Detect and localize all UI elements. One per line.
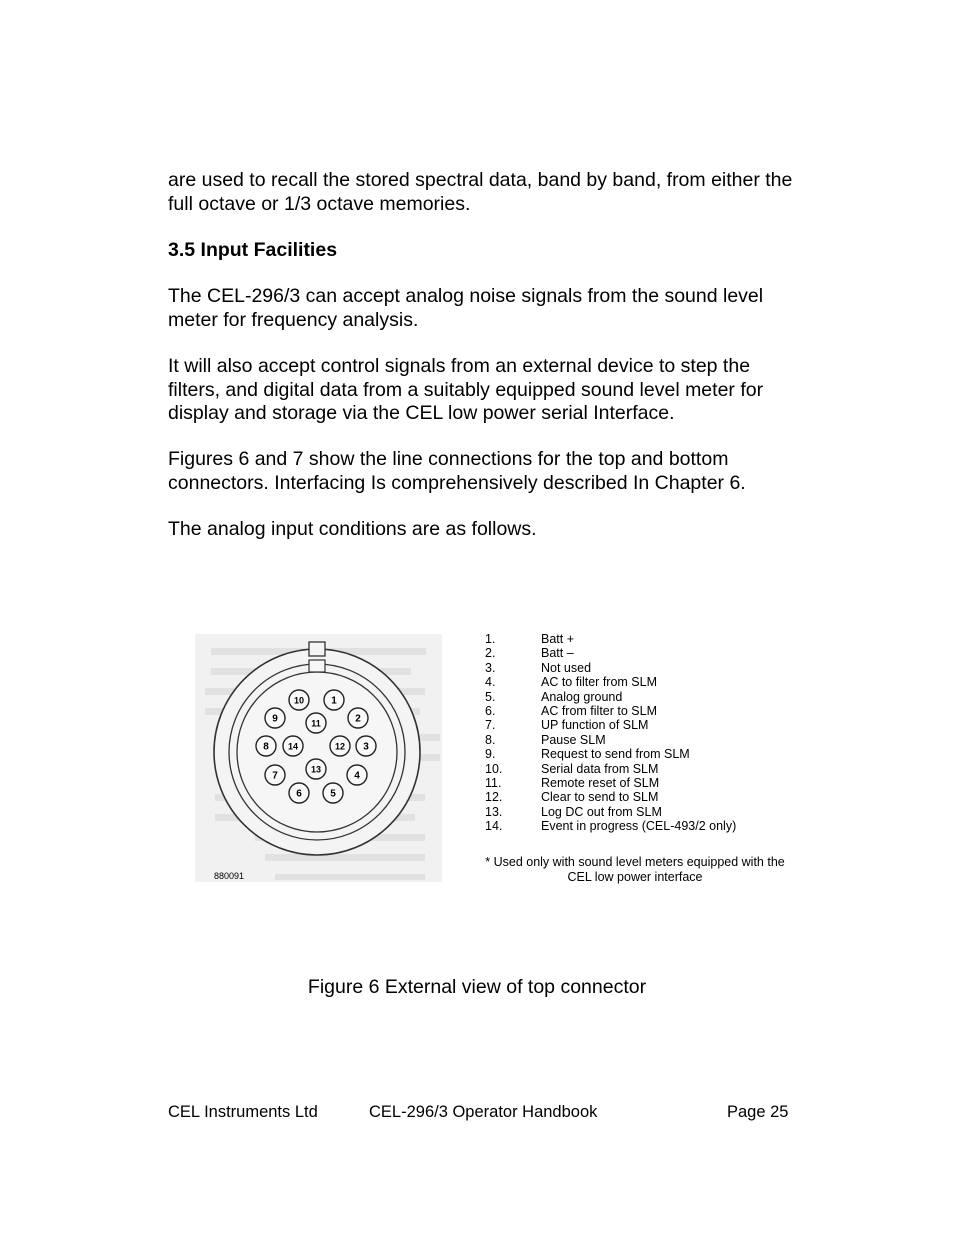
connector-pin — [265, 765, 285, 785]
pin-label: 7 — [272, 770, 278, 782]
connector-pin — [289, 783, 309, 803]
pin-description: AC from filter to SLM — [541, 704, 657, 719]
pin-description: Clear to send to SLM — [541, 790, 659, 805]
paragraph-analog-input: The CEL-296/3 can accept analog noise signals from the sound level meter for frequency analysis. — [168, 285, 764, 331]
figure-caption: Figure 6 External view of top connector — [307, 976, 647, 998]
pin-label: 2 — [355, 713, 361, 725]
pin-description: Not used — [541, 660, 592, 675]
pin-list-item — [485, 632, 805, 646]
connector-pin — [283, 736, 303, 756]
pin-number: 6. — [485, 704, 496, 719]
footer-title: CEL-296/3 Operator Handbook — [369, 1103, 598, 1121]
pin-list-item — [485, 733, 805, 747]
pin-number: 8. — [485, 732, 496, 747]
pin-description: Batt + — [541, 632, 575, 646]
pin-list — [485, 632, 805, 834]
pin-number: 5. — [485, 689, 496, 704]
pin-label: 9 — [272, 713, 278, 725]
pin-label: 14 — [287, 741, 299, 752]
connector-diagram — [195, 634, 442, 882]
pin-label: 5 — [330, 788, 336, 800]
pin-list-item — [485, 690, 805, 704]
pin-label: 6 — [296, 788, 302, 800]
pin-description: Serial data from SLM — [541, 761, 659, 776]
pin-label: 3 — [363, 741, 369, 753]
pin-description: Request to send from SLM — [541, 747, 690, 762]
pin-list-item — [485, 646, 805, 660]
pin-label: 8 — [263, 741, 269, 753]
pin-description: Analog ground — [541, 689, 623, 704]
connector-figure — [195, 634, 442, 882]
connector-pin — [323, 783, 343, 803]
pin-label: 1 — [331, 695, 337, 707]
pin-label: 11 — [311, 718, 321, 729]
pin-label: 4 — [354, 770, 360, 782]
connector-pin — [330, 736, 350, 756]
paragraph-control-signals: It will also accept control signals from an external device to step the filters, and digital data from a suitably equipped sound level meter for display and storage via the CEL low power serial Interface. — [168, 355, 764, 424]
pin-description: Pause SLM — [541, 732, 606, 747]
pin-list-item — [485, 819, 805, 833]
footer-company: CEL Instruments Ltd — [168, 1103, 318, 1121]
pin-list-item — [485, 805, 805, 819]
pin-number: 4. — [485, 675, 496, 690]
pin-description: AC to filter from SLM — [541, 675, 657, 690]
pin-description: Event in progress (CEL-493/2 only) — [541, 819, 737, 834]
pin-number: 11. — [485, 776, 502, 791]
pin-description: Remote reset of SLM — [541, 776, 660, 791]
paragraph-analog-conditions: The analog input conditions are as follows. — [168, 518, 537, 540]
pin-list-item — [485, 675, 805, 689]
pin-description: Log DC out from SLM — [541, 804, 662, 819]
pin-list-item — [485, 704, 805, 718]
pin-description: UP function of SLM — [541, 718, 649, 733]
connector-pin — [289, 690, 309, 710]
connector-pin — [306, 759, 326, 779]
connector-pin — [348, 708, 368, 728]
footnote — [485, 855, 785, 884]
pin-list-item — [485, 776, 805, 790]
pin-list-item — [485, 661, 805, 675]
connector-pin — [356, 736, 376, 756]
pin-number: 12. — [485, 790, 503, 805]
footnote-line: * Used only with sound level meters equipped with the — [485, 855, 785, 869]
footnote-line: CEL low power interface — [567, 869, 703, 884]
connector-pin — [256, 736, 276, 756]
pin-number: 13. — [485, 804, 503, 819]
connector-pin — [347, 765, 367, 785]
paragraph-intro: are used to recall the stored spectral data, band by band, from either the full octave or 1/3 octave memories. — [168, 169, 793, 215]
pin-list-item — [485, 790, 805, 804]
connector-pin — [324, 690, 344, 710]
pin-label: 12 — [334, 741, 346, 752]
pin-number: 3. — [485, 660, 496, 675]
pin-label: 13 — [310, 764, 322, 775]
pin-list-item — [485, 762, 805, 776]
drawing-code: 880091 — [214, 871, 245, 881]
pin-number: 2. — [485, 646, 496, 661]
connector-pin — [265, 708, 285, 728]
footer-page-number: Page 25 — [727, 1103, 789, 1121]
pin-description: Batt – — [541, 646, 574, 661]
pin-list-item — [485, 718, 805, 732]
paragraph-figures: Figures 6 and 7 show the line connections for the top and bottom connectors. Interfacing Is comprehensively described In Chapter 6. — [168, 448, 746, 494]
pin-label: 10 — [293, 695, 305, 706]
connector-pin — [306, 713, 326, 733]
pin-number: 10. — [485, 761, 503, 776]
section-heading: 3.5 Input Facilities — [168, 239, 338, 261]
pin-number: 9. — [485, 747, 496, 762]
pin-number: 7. — [485, 718, 496, 733]
pin-number: 1. — [485, 632, 496, 646]
pin-number: 14. — [485, 819, 503, 834]
pin-list-item — [485, 747, 805, 761]
